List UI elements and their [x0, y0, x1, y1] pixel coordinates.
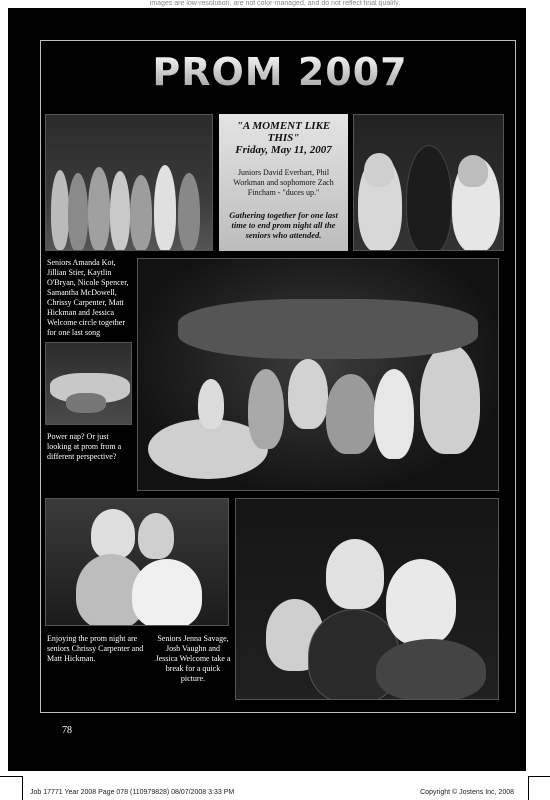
caption-circle: Seniors Amanda Kot, Jillian Stier, Kaytlin O'Bryan, Nicole Spencer, Samantha McDowell, Chrissy Carpenter, Matt Hickman and Jessica Welcome circle together for one last song — [47, 258, 129, 337]
page-number: 78 — [62, 725, 72, 736]
caption-trio: Seniors Jenna Savage, Josh Vaughn and Jessica Welcome take a break for a quick picture. — [155, 634, 231, 683]
copyright: Copyright © Jostens Inc, 2008 — [420, 789, 514, 796]
job-info: Job 17771 Year 2008 Page 078 (110979828) 08/07/2008 3:33 PM — [30, 789, 235, 796]
photo-couple — [45, 498, 229, 626]
crop-mark — [528, 776, 529, 800]
page-title: PROM 2007 — [150, 50, 410, 94]
photo-circle — [45, 114, 213, 251]
feature-date: Friday, May 11, 2007 — [235, 144, 332, 156]
caption-couple: Enjoying the prom night are seniors Chrissy Carpenter and Matt Hickman. — [47, 634, 144, 663]
feature-box — [219, 114, 348, 251]
photo-nap — [45, 342, 132, 425]
feature-body: Juniors David Everhart, Phil Workman and sophomore Zach Fincham - "duces up." — [233, 168, 334, 197]
feature-quote: Gathering together for one last time to end prom night all the seniors who attended. — [229, 210, 338, 240]
proof-notice: images are low-resolution, are not color-managed, and do not reflect final quality. — [149, 0, 401, 7]
crop-mark — [0, 776, 22, 777]
caption-nap: Power nap? Or just looking at prom from a different perspective? — [47, 432, 122, 461]
photo-group — [137, 258, 499, 491]
crop-mark — [528, 776, 550, 777]
feature-headline: "A MOMENT LIKE THIS" — [236, 120, 331, 144]
photo-trio — [235, 498, 499, 700]
photo-duces — [353, 114, 504, 251]
crop-mark — [22, 776, 23, 800]
